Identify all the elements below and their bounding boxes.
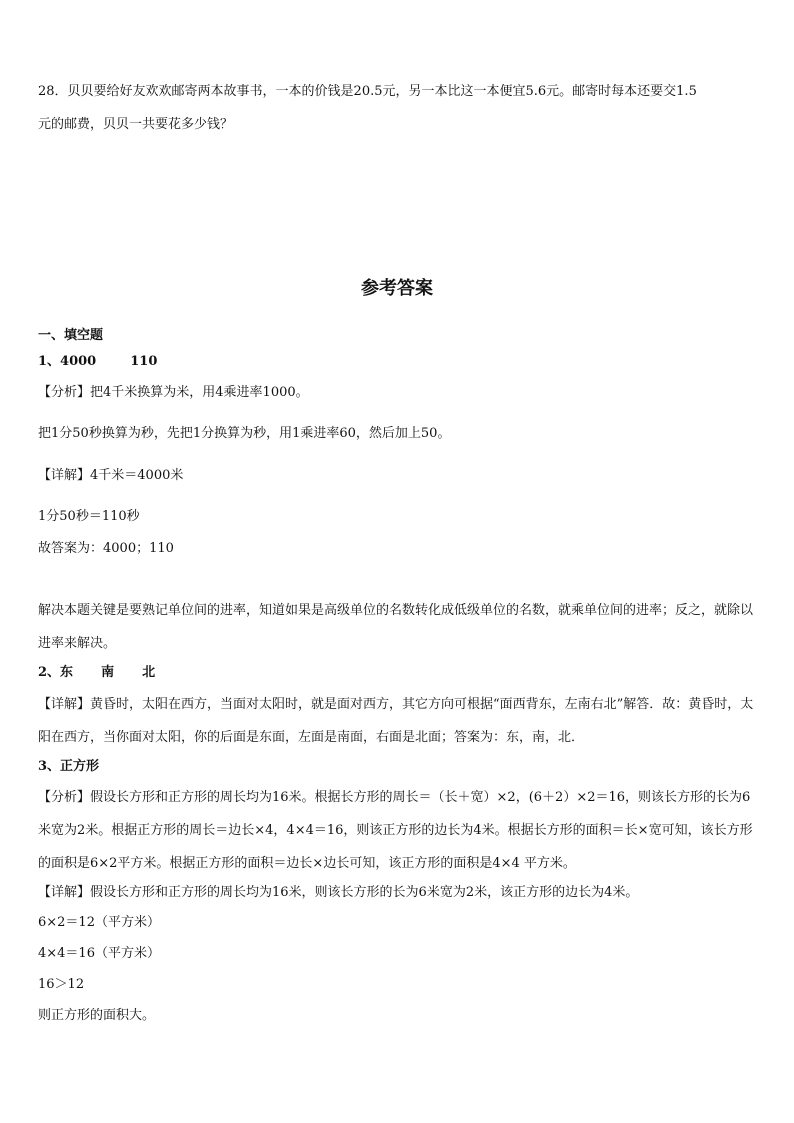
question-text-line1: 28．贝贝要给好友欢欢邮寄两本故事书，一本的价钱是20.5元，另一本比这一本便宜5.6元。邮寄时每本还要交1.5 [38,84,697,99]
section-heading: 一、填空题 [38,328,104,343]
item1-analysis-line1: 【分析】把4千米换算为米，用4乘进率1000。 [38,385,309,400]
item1-answer-a: 4000 [60,354,97,369]
item1-note: 解决本题关键是要熟记单位间的进率，知道如果是高级单位的名数转化成低级单位的名数，就乘单位间的进率；反之，就除以进率来解决。 [38,603,754,651]
item1-answer-line [38,353,157,371]
item3-answer: 正方形 [60,759,100,774]
item1-analysis-line2: 把1分50秒换算为秒，先把1分换算为秒，用1乘进率60，然后加上50。 [38,426,451,441]
item3-answer-line [38,758,99,776]
item2-answer-a: 东 [60,665,74,680]
question-text-line2: 元的邮费，贝贝一共要花多少钱？ [38,117,234,132]
item1-detail-line1: 【详解】4千米＝4000米 [38,468,184,483]
item3-number: 3、 [38,759,61,774]
item2-answer-c: 北 [142,665,156,680]
item2-number: 2、 [38,665,61,680]
item3-calc2: 4×4＝16（平方米） [38,946,160,961]
item1-answer-b: 110 [130,354,158,369]
item3-conclusion: 则正方形的面积大。 [38,1008,156,1023]
item3-calc1: 6×2＝12（平方米） [38,915,160,930]
item1-conclusion: 故答案为：4000；110 [38,541,174,556]
item3-analysis: 【分析】假设长方形和正方形的周长均为16米。根据长方形的周长＝（长＋宽）×2，(6＋2）×2＝16，则该长方形的长为6米宽为2米。根据正方形的周长＝边长×4，4×4＝16，则该正方形的边长为4米。根据长方形的面积＝长×宽可知，该长方形的面积是6×2平方米。根据正方形的面积＝边长×边长可知，该正方形的面积是4×4 平方米。 [38,790,753,871]
answers-title: 参考答案 [361,278,433,299]
item3-calc3: 16＞12 [38,977,85,992]
item2-detail: 【详解】黄昏时，太阳在西方，当面对太阳时，就是面对西方，其它方向可根据“面西背东，左南右北”解答．故：黄昏时，太阳在西方，当你面对太阳，你的后面是东面，左面是南面，右面是北面；答案为：东，南，北． [38,697,754,745]
item2-answer-line [38,664,155,682]
item1-detail-line2: 1分50秒＝110秒 [38,509,140,524]
item3-detail: 【详解】假设长方形和正方形的周长均为16米，则该长方形的长为6米宽为2米，该正方形的边长为4米。 [38,885,639,900]
item2-answer-b: 南 [101,665,115,680]
item1-number: 1、 [38,354,61,369]
